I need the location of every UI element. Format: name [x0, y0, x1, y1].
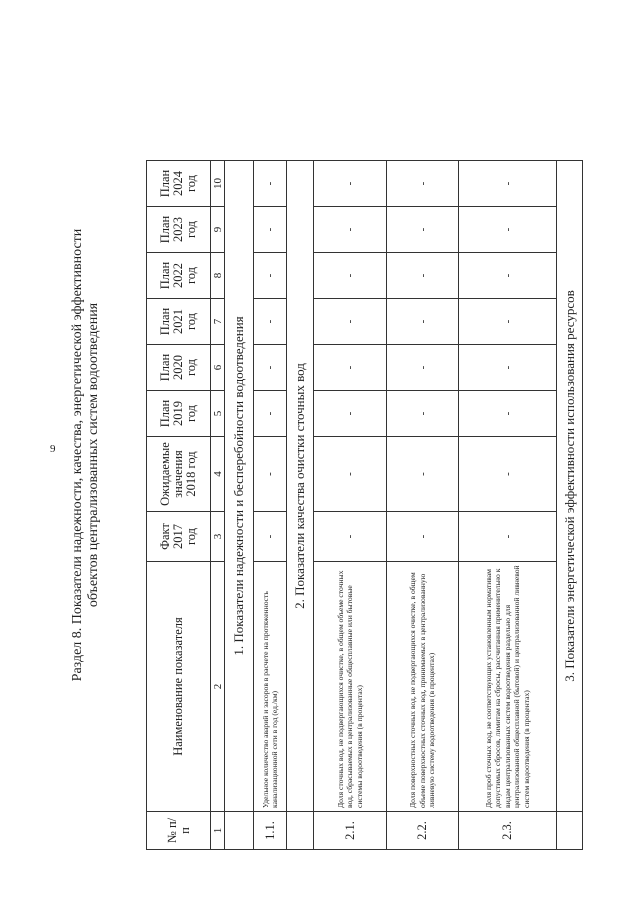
value-cell: -	[387, 161, 459, 207]
value-cell: -	[254, 207, 287, 253]
section-heading: 1. Показатели надежности и бесперебойности водоотведения	[225, 161, 254, 812]
header-row	[147, 161, 211, 850]
table-row	[254, 161, 287, 850]
value-cell: -	[314, 161, 387, 207]
column-number: 1	[211, 812, 225, 850]
column-number: 9	[211, 207, 225, 253]
value-cell: -	[459, 512, 557, 562]
section-title	[70, 60, 102, 850]
row-number: 2.1.	[314, 812, 387, 850]
value-cell: -	[459, 391, 557, 437]
value-cell: -	[314, 207, 387, 253]
value-cell: -	[387, 391, 459, 437]
value-cell: -	[459, 253, 557, 299]
indicator-name: Удельное количество аварий и засоров в расчете на протяженность канализационной сети в год (ед./км)	[254, 562, 287, 812]
value-cell: -	[314, 391, 387, 437]
value-cell: -	[387, 299, 459, 345]
value-cell: -	[459, 161, 557, 207]
rotated-page	[70, 60, 610, 850]
title-line-2: объектов централизованных систем водоотведения	[86, 302, 101, 608]
header-plan-2020: План 2020 год	[147, 345, 211, 391]
row-number: 1.1.	[254, 812, 287, 850]
column-number: 8	[211, 253, 225, 299]
value-cell: -	[387, 207, 459, 253]
header-plan-2023: План 2023 год	[147, 207, 211, 253]
column-number: 6	[211, 345, 225, 391]
value-cell: -	[254, 161, 287, 207]
indicators-table	[146, 160, 583, 850]
header-plan-2024: План 2024 год	[147, 161, 211, 207]
section-heading: 3. Показатели энергетической эффективности использования ресурсов	[557, 161, 583, 812]
value-cell: -	[459, 299, 557, 345]
value-cell: -	[314, 299, 387, 345]
column-number: 4	[211, 437, 225, 512]
section-row-treatment-quality	[287, 161, 314, 850]
column-number: 10	[211, 161, 225, 207]
value-cell: -	[387, 253, 459, 299]
value-cell: -	[314, 345, 387, 391]
page-number: 9	[50, 443, 56, 455]
value-cell: -	[459, 437, 557, 512]
section-row-reliability	[225, 161, 254, 850]
value-cell: -	[387, 437, 459, 512]
column-number: 2	[211, 562, 225, 812]
indicator-name: Доля поверхностных сточных вод, не подвергающихся очистке, в общем объеме поверхностных сточных вод, принимаемых в централизованную ливневую систему водоотведения (в процентах)	[387, 562, 459, 812]
section-row-energy-efficiency	[557, 161, 583, 850]
header-plan-2019: План 2019 год	[147, 391, 211, 437]
column-number-row	[211, 161, 225, 850]
header-plan-2022: План 2022 год	[147, 253, 211, 299]
value-cell: -	[254, 512, 287, 562]
column-number: 3	[211, 512, 225, 562]
header-name: Наименование показателя	[147, 562, 211, 812]
row-number: 2.2.	[387, 812, 459, 850]
value-cell: -	[254, 345, 287, 391]
column-number: 5	[211, 391, 225, 437]
header-expected-2018: Ожидаемые значения 2018 год	[147, 437, 211, 512]
section-heading: 2. Показатели качества очистки сточных вод	[287, 161, 314, 812]
column-number: 7	[211, 299, 225, 345]
row-number: 2.3.	[459, 812, 557, 850]
value-cell: -	[314, 512, 387, 562]
value-cell: -	[387, 512, 459, 562]
indicator-name: Доля сточных вод, не подвергающихся очистке, в общем объеме сточных вод, сбрасываемых в централизованные общесплавные или бытовые системы водоотведения (в процентах)	[314, 562, 387, 812]
value-cell: -	[387, 345, 459, 391]
value-cell: -	[254, 253, 287, 299]
value-cell: -	[254, 299, 287, 345]
value-cell: -	[459, 345, 557, 391]
table-row	[387, 161, 459, 850]
header-fact-2017: Факт 2017 год	[147, 512, 211, 562]
indicator-name: Доля проб сточных вод, не соответствующих установленным нормативам допустимых сбросов, лимитам на сбросы, рассчитанная применительно к видам централизованных систем водоотведения раздельно для централизованной общесплавной (бытовой) и централизованной ливневой систем водоотведения (в процентах)	[459, 562, 557, 812]
section-spacer	[287, 812, 314, 850]
title-line-1: Раздел 8. Показатели надежности, качества, энергетической эффективности	[70, 228, 85, 682]
table-row	[459, 161, 557, 850]
table-row	[314, 161, 387, 850]
header-plan-2021: План 2021 год	[147, 299, 211, 345]
section-spacer	[225, 812, 254, 850]
value-cell: -	[459, 207, 557, 253]
value-cell: -	[254, 437, 287, 512]
value-cell: -	[314, 437, 387, 512]
header-num: № п/п	[147, 812, 211, 850]
section-spacer	[557, 812, 583, 850]
value-cell: -	[314, 253, 387, 299]
value-cell: -	[254, 391, 287, 437]
